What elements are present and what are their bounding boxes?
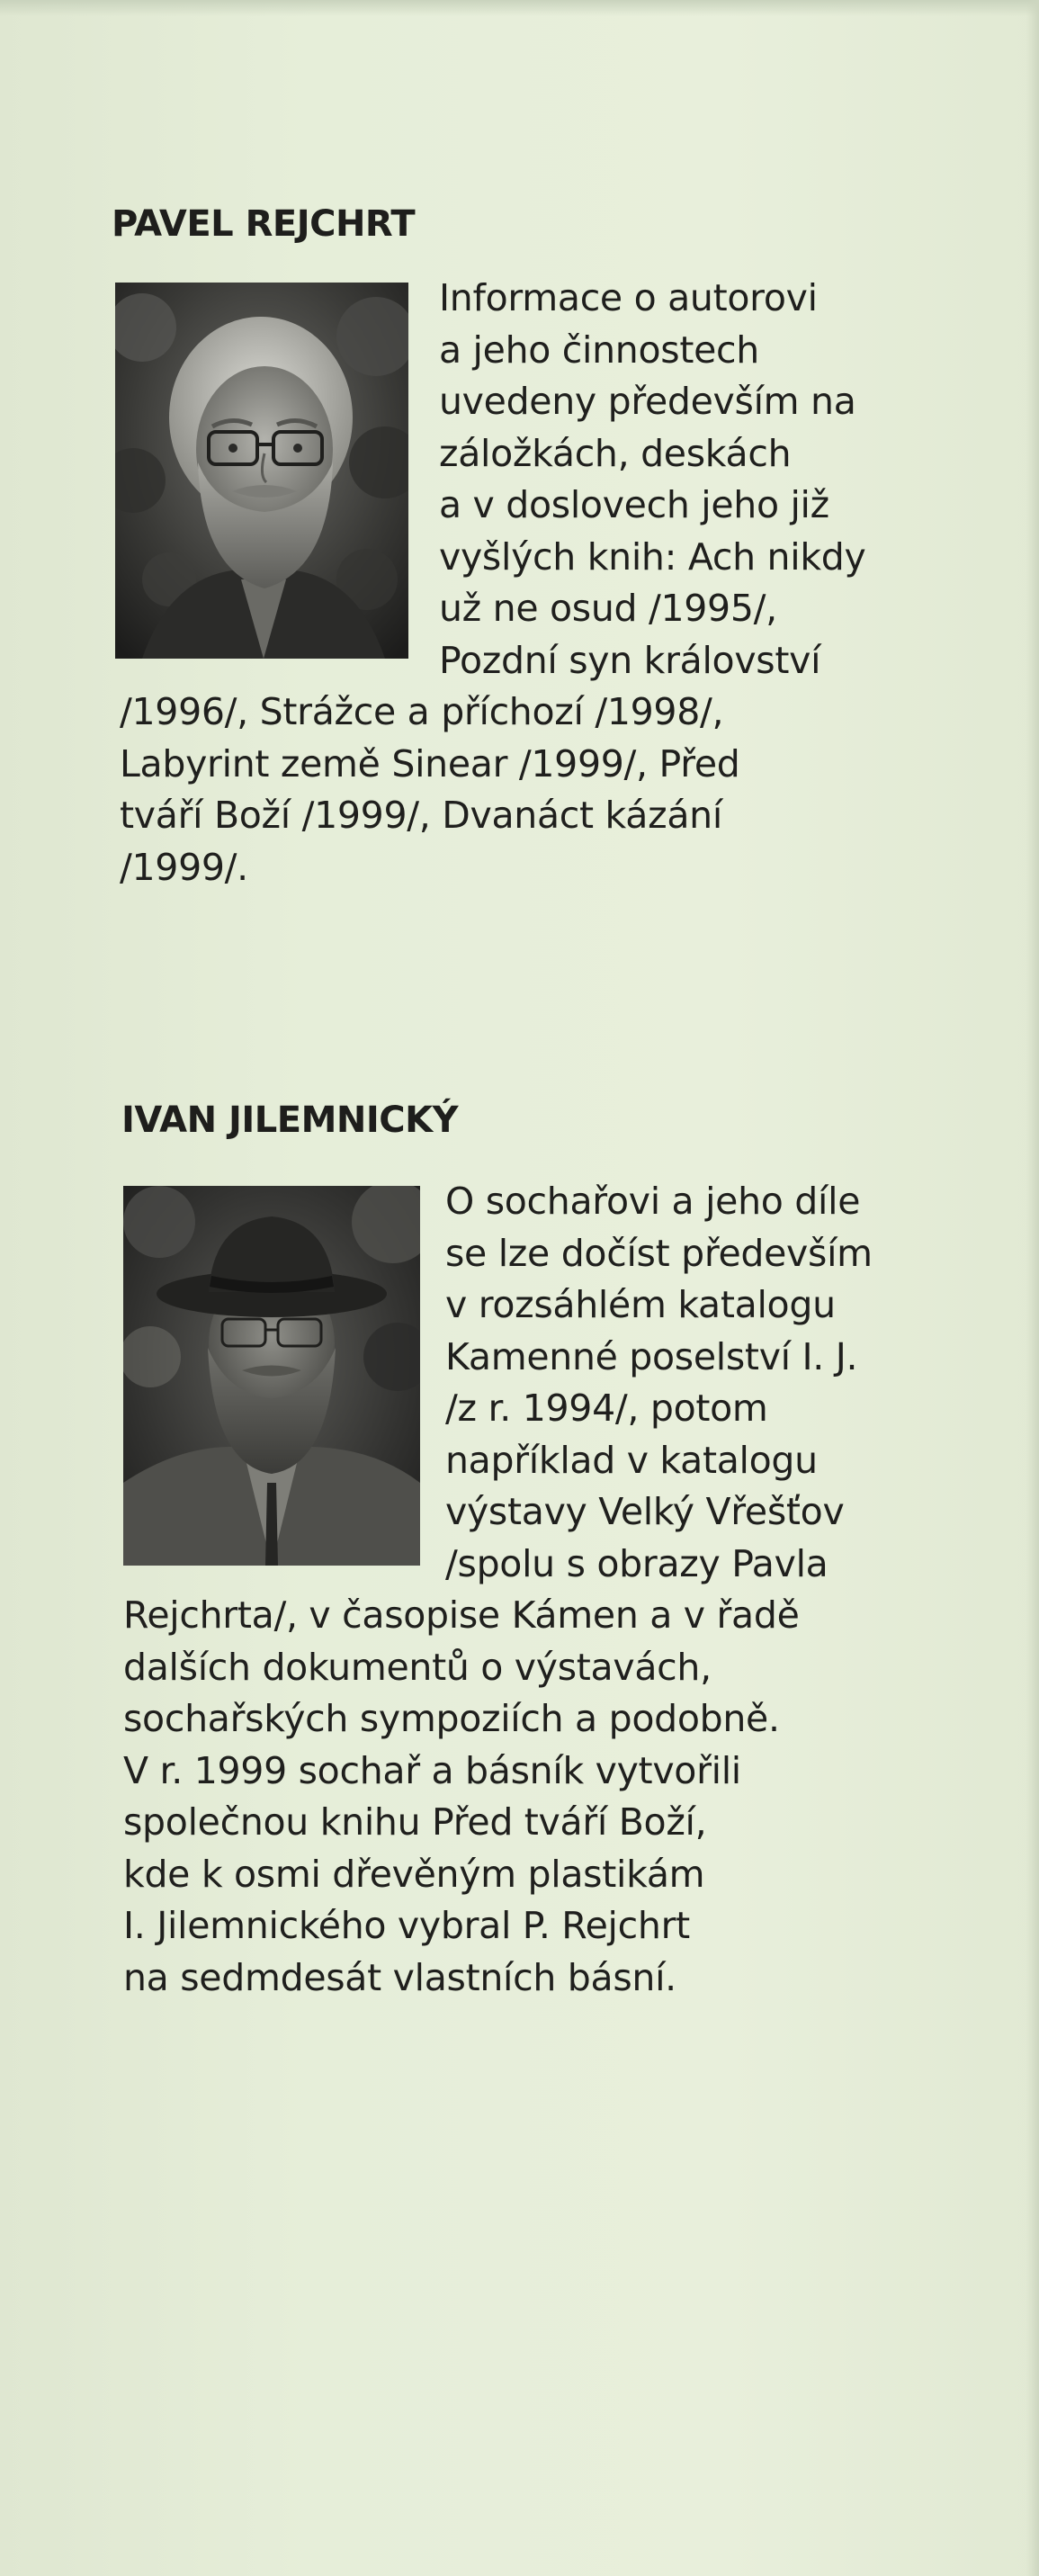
bio-line: uvedeny především na (439, 380, 856, 423)
bio-line: /spolu s obrazy Pavla (445, 1541, 829, 1585)
bio-line: výstavy Velký Vřešťov (445, 1490, 845, 1533)
bio-line: sochařských sympoziích a podobně. (123, 1697, 780, 1740)
bio-line: /1999/. (120, 845, 248, 889)
bio-line: záložkách, deskách (439, 431, 792, 475)
bio-line: Pozdní syn království (439, 638, 821, 682)
bio-line: na sedmdesát vlastních básní. (123, 1955, 676, 1999)
author-bio (114, 273, 996, 893)
bio-line: Labyrint země Sinear /1999/, Před (120, 741, 740, 785)
bio-line: /1996/, Strážce a příchozí /1998/, (120, 690, 724, 733)
bio-line: O sochařovi a jeho díle (445, 1180, 861, 1223)
bio-line: tváří Boží /1999/, Dvanáct kázání (120, 794, 722, 837)
bio-line: a v doslovech jeho již (439, 483, 829, 526)
bio-line: už ne osud /1995/, (439, 587, 777, 630)
paper-right-edge (1026, 0, 1039, 2576)
author-bio (123, 1176, 1005, 2004)
bio-line: Rejchrta/, v časopise Kámen a v řadě (123, 1593, 800, 1637)
bio-line: /z r. 1994/, potom (445, 1387, 768, 1430)
bio-line: V r. 1999 sochař a básník vytvořili (123, 1748, 741, 1792)
bio-line: například v katalogu (445, 1438, 818, 1482)
paper-top-edge (0, 0, 1039, 16)
author-name: IVAN JILEMNICKÝ (121, 1100, 459, 1141)
bio-line: v rozsáhlém katalogu (445, 1283, 836, 1326)
bio-line: a jeho činnostech (439, 328, 759, 372)
bio-line: dalších dokumentů o výstavách, (123, 1645, 712, 1689)
bio-line: Informace o autorovi (439, 276, 818, 319)
bio-line: I. Jilemnického vybral P. Rejchrt (123, 1904, 690, 1947)
bio-line: Kamenné poselství I. J. (445, 1334, 858, 1378)
bio-line: vyšlých knih: Ach nikdy (439, 534, 866, 579)
bio-line: kde k osmi dřevěným plastikám (123, 1852, 705, 1896)
bio-line: společnou knihu Před tváří Boží, (123, 1800, 707, 1844)
author-name: PAVEL REJCHRT (112, 203, 416, 245)
bio-line: se lze dočíst především (445, 1231, 873, 1275)
